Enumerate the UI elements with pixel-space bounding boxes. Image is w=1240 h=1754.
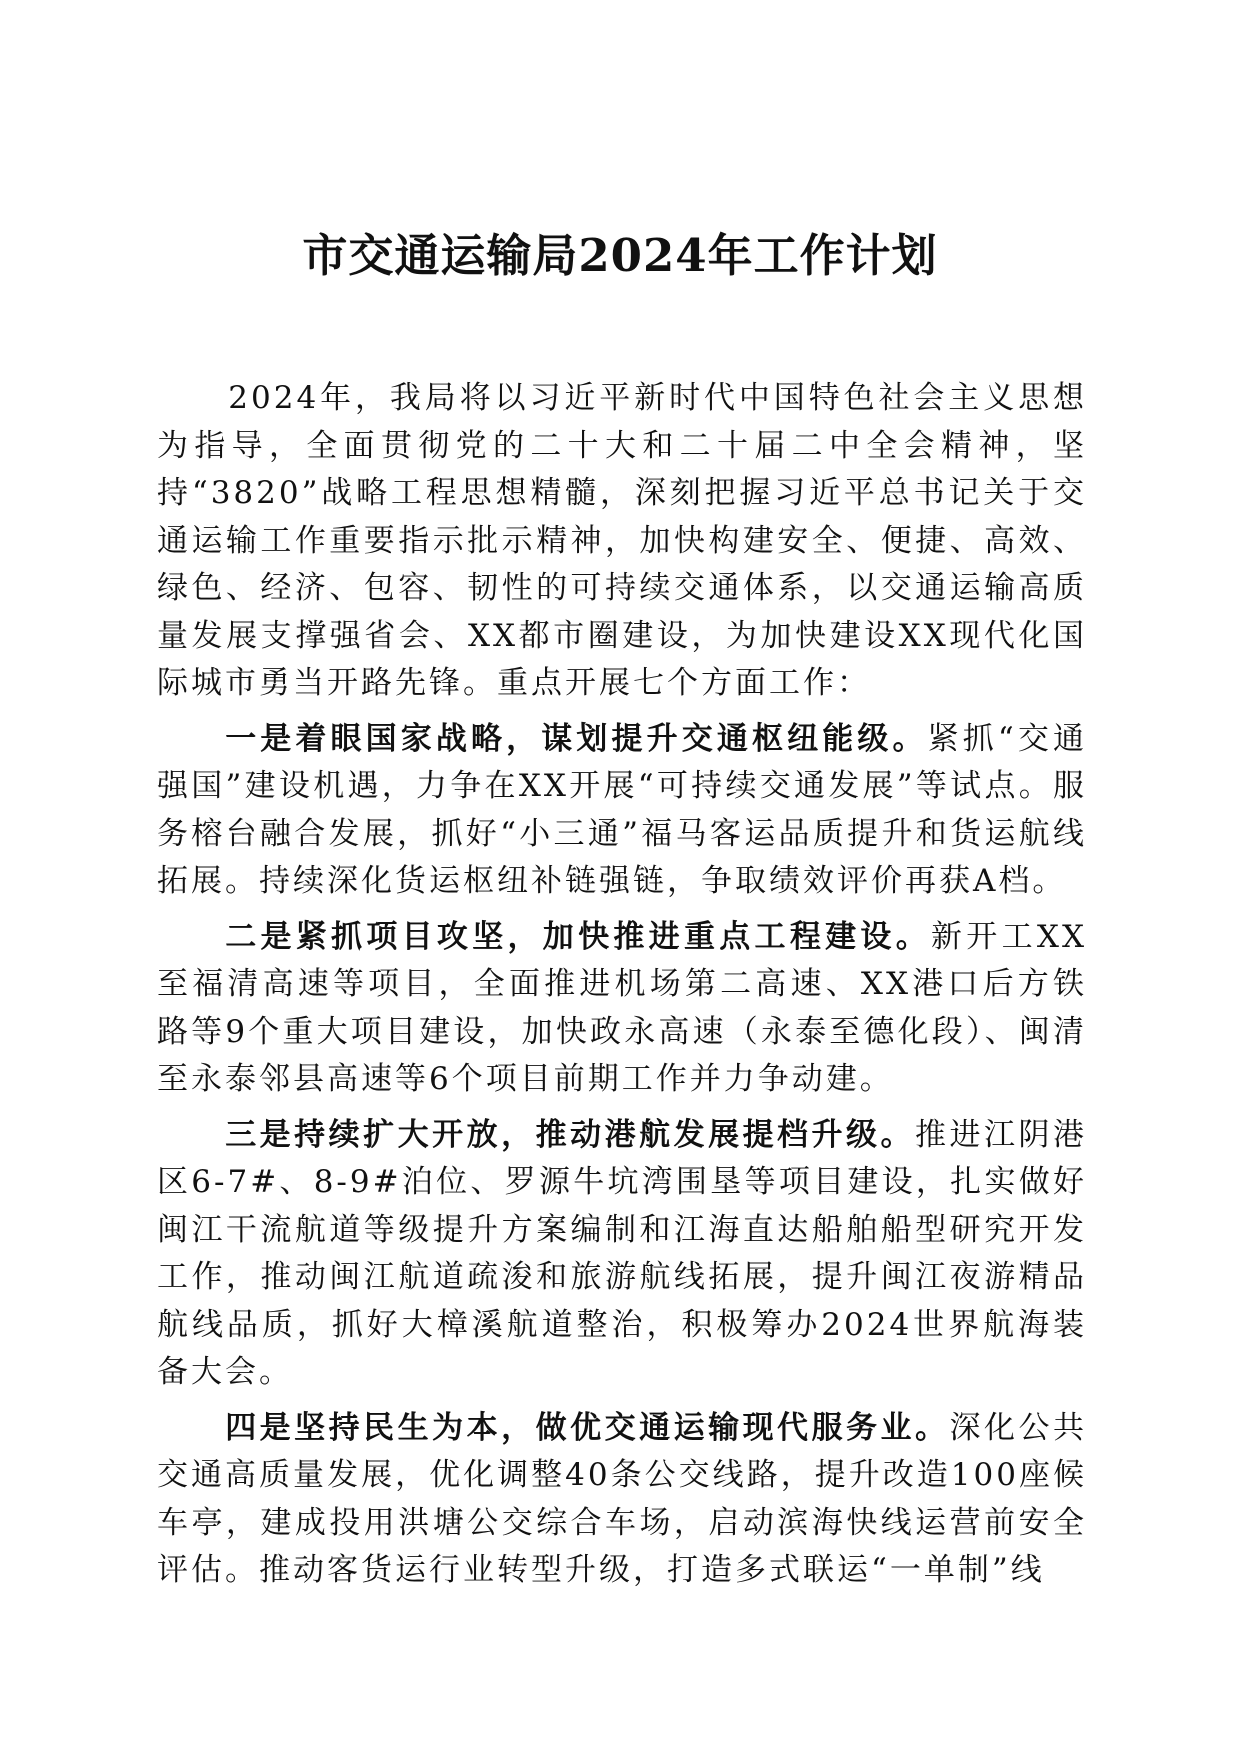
- section-text-1: 紧抓“交通强国”建设机遇，力争在XX开展“可持续交通发展”等试点。服务榕台融合发展，抓好“小三通”福马客运品质提升和货运航线拓展。持续深化货运枢纽补链强链，争取绩效评价再获A档。: [157, 720, 1087, 899]
- section-text-2: 新开工XX至福清高速等项目，全面推进机场第二高速、XX港口后方铁路等9个重大项目建设，加快政永高速（永泰至德化段）、闽清至永泰邻县高速等6个项目前期工作并力争动建。: [157, 918, 1088, 1097]
- section-text-3: 推进江阴港区6-7#、8-9#泊位、罗源牛坑湾围垦等项目建设，扎实做好闽江干流航道等级提升方案编制和江海直达船舶船型研究开发工作，推动闽江航道疏浚和旅游航线拓展，提升闽江夜游精品航线品质，抓好大樟溪航道整治，积极筹办2024世界航海装备大会。: [157, 1116, 1087, 1390]
- section-paragraph-2: [157, 914, 1087, 1104]
- section-heading-2: 二是紧抓项目攻坚，加快推进重点工程建设。: [225, 918, 931, 955]
- document-title: 市交通运输局2024年工作计划: [302, 229, 938, 282]
- section-text-4: 深化公共交通高质量发展，优化调整40条公交线路，提升改造100座候车亭，建成投用洪塘公交综合车场，启动滨海快线运营前安全评估。推动客货运行业转型升级，打造多式联运“一单制”线: [157, 1409, 1088, 1588]
- section-heading-1: 一是着眼国家战略，谋划提升交通枢纽能级。: [225, 720, 928, 757]
- intro-paragraph: 2024年，我局将以习近平新时代中国特色社会主义思想为指导，全面贯彻党的二十大和二十届二中全会精神，坚持“3820”战略工程思想精髓，深刻把握习近平总书记关于交通运输工作重要指示批示精神，加快构建安全、便捷、高效、绿色、经济、包容、韧性的可持续交通体系，以交通运输高质量发展支撑强省会、XX都市圈建设，为加快建设XX现代化国际城市勇当开路先锋。重点开展七个方面工作：: [157, 380, 1087, 701]
- section-heading-4: 四是坚持民生为本，做优交通运输现代服务业。: [225, 1409, 950, 1446]
- section-paragraph-4: [157, 1405, 1087, 1595]
- section-paragraph-3: [157, 1112, 1087, 1397]
- section-paragraph-1: [157, 716, 1087, 906]
- document-body: [157, 375, 1087, 1595]
- section-heading-3: 三是持续扩大开放，推动港航发展提档升级。: [225, 1116, 916, 1153]
